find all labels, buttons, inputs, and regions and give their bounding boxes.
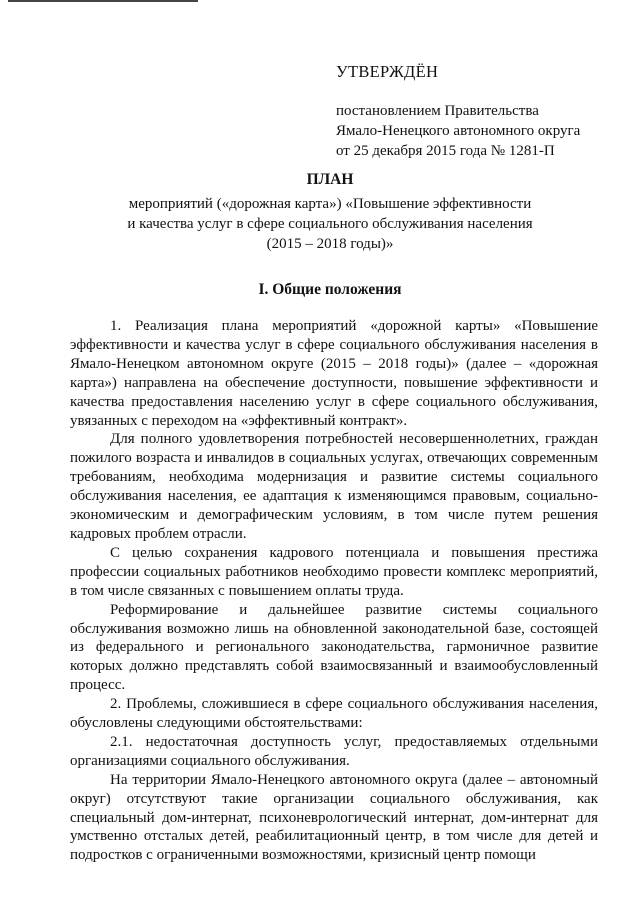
plan-title: ПЛАН (306, 171, 354, 188)
approval-line: от 25 декабря 2015 года № 1281-П (336, 143, 555, 159)
body-paragraph: С целью сохранения кадрового потенциала и повышения престижа профессии социальных работников необходимо провести комплекс мероприятий, в том числе связанных с повышением оплаты труда. (70, 544, 598, 599)
plan-title-block (70, 171, 590, 254)
body-paragraph: Для полного удовлетворения потребностей несовершеннолетних, граждан пожилого возраста и инвалидов в социальных услугах, отвечающих современным требованиям, необходима модернизация и развитие системы социального обслуживания населения, ее адаптация к изменяющимся правовым, социально-экономическим и демографическим условиям, в том числе путем решения кадровых проблем отрасли. (70, 431, 598, 542)
approval-line: Ямало-Ненецкого автономного округа (336, 123, 581, 139)
plan-subtitle-line: (2015 – 2018 годы)» (266, 236, 394, 252)
body-paragraph: 1. Реализация плана мероприятий «дорожной карты» «Повышение эффективности и качества услуг в сфере социального обслуживания населения в Ямало-Ненецком автономном округе (2015 – 2018 годы)» (далее – «дорожная карта») направлена на обеспечение доступности, повышение эффективности и качества предоставления населению услуг в сфере социального обслуживания, увязанных с переходом на «эффективный контракт». (70, 318, 598, 429)
approval-line: постановлением Правительства (336, 103, 539, 119)
body-paragraph: Реформирование и дальнейшее развитие системы социального обслуживания возможно лишь на обновленной законодательной базе, состоящей из федерального и регионального законодательства, гармоничное развитие которых должно представлять собой взаимосвязанный и взаимообусловленный процесс. (70, 601, 598, 694)
document-body (70, 317, 598, 865)
approval-stamp: УТВЕРЖДЁН (336, 62, 439, 81)
body-paragraph: На территории Ямало-Ненецкого автономного округа (далее – автономный округ) отсутствуют такие организации социального обслуживания, как специальный дом-интернат, психоневрологический интернат, дом-интернат для умственно отсталых детей, реабилитационный центр, в том числе для детей и подростков с ограниченными возможностями, кризисный центр помощи (70, 771, 598, 864)
scan-edge-line (8, 0, 198, 2)
plan-subtitle-line: мероприятий («дорожная карта») «Повышение эффективности (128, 196, 532, 212)
body-paragraph: 2.1. недостаточная доступность услуг, предоставляемых отдельными организациями социального обслуживания. (70, 733, 598, 769)
approval-block (336, 62, 626, 161)
body-paragraph: 2. Проблемы, сложившиеся в сфере социального обслуживания населения, обусловлены следующими обстоятельствами: (70, 696, 598, 732)
section-heading: I. Общие положения (258, 281, 402, 298)
plan-subtitle-line: и качества услуг в сфере социального обслуживания населения (127, 216, 533, 232)
